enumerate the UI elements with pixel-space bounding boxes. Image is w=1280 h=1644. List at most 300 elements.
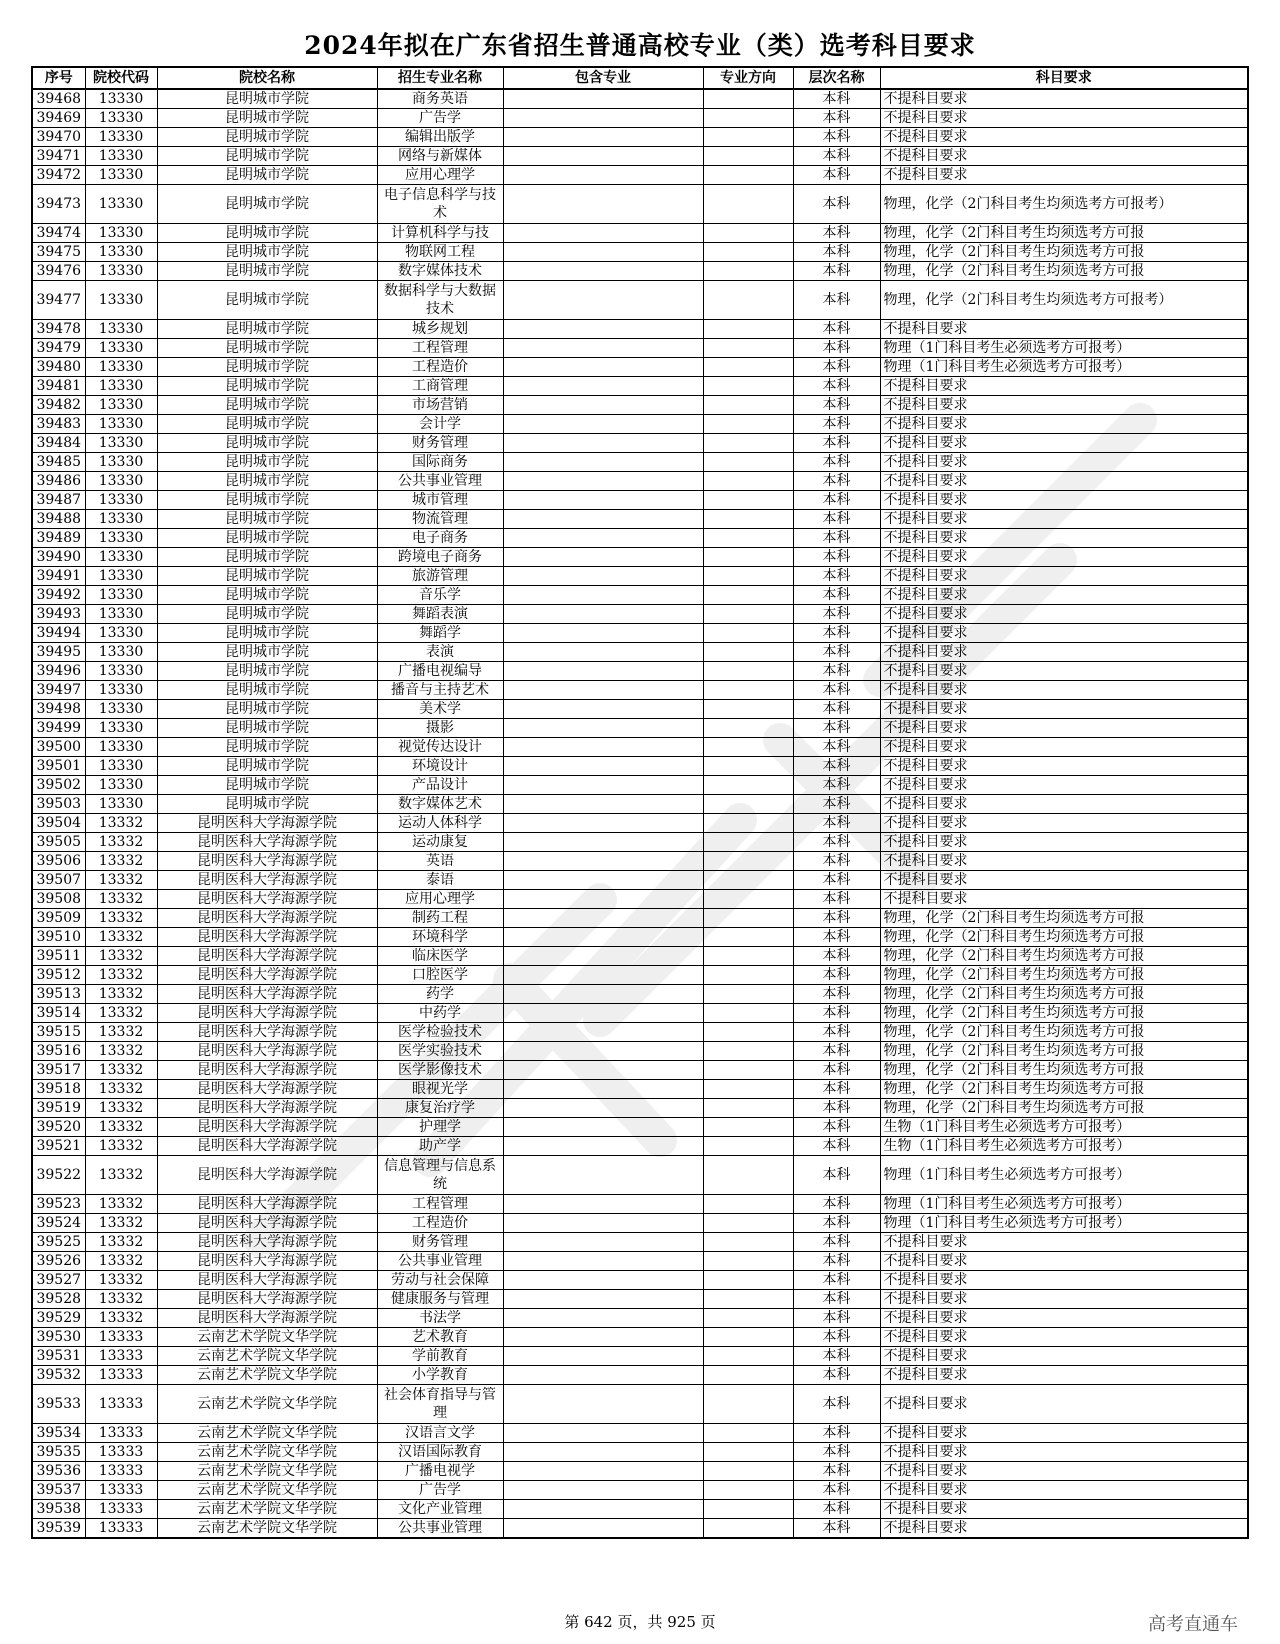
cell-subject-requirement: 不提科目要求 <box>880 166 1248 185</box>
cell-level: 本科 <box>793 472 880 491</box>
cell-level: 本科 <box>793 1271 880 1290</box>
cell-school-code: 13332 <box>85 1195 157 1214</box>
cell-major-direction <box>703 985 793 1004</box>
cell-included-majors <box>503 339 703 358</box>
cell-major-direction <box>703 128 793 147</box>
cell-seq: 39533 <box>32 1385 85 1424</box>
table-row <box>32 320 1248 339</box>
cell-included-majors <box>503 472 703 491</box>
cell-major-direction <box>703 1385 793 1424</box>
cell-major-direction <box>703 166 793 185</box>
cell-school-name: 昆明城市学院 <box>157 681 377 700</box>
cell-school-code: 13332 <box>85 1309 157 1328</box>
cell-school-name: 云南艺术学院文华学院 <box>157 1366 377 1385</box>
cell-major-name: 电子信息科学与技术 <box>377 185 503 224</box>
cell-major-name: 运动康复 <box>377 833 503 852</box>
cell-major-direction <box>703 415 793 434</box>
cell-subject-requirement: 不提科目要求 <box>880 586 1248 605</box>
cell-level: 本科 <box>793 681 880 700</box>
cell-school-code: 13330 <box>85 605 157 624</box>
page-number: 第 642 页，共 925 页 <box>564 1613 716 1631</box>
table-row <box>32 681 1248 700</box>
cell-seq: 39500 <box>32 738 85 757</box>
cell-included-majors <box>503 738 703 757</box>
cell-level: 本科 <box>793 947 880 966</box>
cell-school-name: 昆明城市学院 <box>157 757 377 776</box>
table-row <box>32 814 1248 833</box>
cell-school-code: 13330 <box>85 358 157 377</box>
table-row <box>32 586 1248 605</box>
cell-level: 本科 <box>793 491 880 510</box>
cell-included-majors <box>503 757 703 776</box>
cell-major-name: 网络与新媒体 <box>377 147 503 166</box>
cell-included-majors <box>503 434 703 453</box>
cell-included-majors <box>503 1252 703 1271</box>
cell-school-name: 昆明城市学院 <box>157 529 377 548</box>
header-included-majors: 包含专业 <box>503 67 703 89</box>
table-row <box>32 510 1248 529</box>
cell-school-code: 13333 <box>85 1385 157 1424</box>
cell-school-name: 昆明城市学院 <box>157 510 377 529</box>
cell-subject-requirement: 不提科目要求 <box>880 1424 1248 1443</box>
header-major-direction: 专业方向 <box>703 67 793 89</box>
cell-school-code: 13330 <box>85 700 157 719</box>
cell-school-code: 13332 <box>85 1271 157 1290</box>
cell-school-name: 昆明医科大学海源学院 <box>157 1156 377 1195</box>
cell-level: 本科 <box>793 89 880 109</box>
cell-school-name: 昆明城市学院 <box>157 262 377 281</box>
cell-major-name: 信息管理与信息系统 <box>377 1156 503 1195</box>
page-footer <box>0 1612 1280 1632</box>
cell-major-name: 数字媒体艺术 <box>377 795 503 814</box>
cell-level: 本科 <box>793 1366 880 1385</box>
cell-included-majors <box>503 491 703 510</box>
cell-seq: 39508 <box>32 890 85 909</box>
cell-major-name: 财务管理 <box>377 434 503 453</box>
cell-school-name: 昆明城市学院 <box>157 624 377 643</box>
cell-subject-requirement: 不提科目要求 <box>880 757 1248 776</box>
cell-subject-requirement: 不提科目要求 <box>880 396 1248 415</box>
cell-major-direction <box>703 1443 793 1462</box>
cell-seq: 39528 <box>32 1290 85 1309</box>
cell-subject-requirement: 不提科目要求 <box>880 377 1248 396</box>
header-school-name: 院校名称 <box>157 67 377 89</box>
cell-school-name: 昆明医科大学海源学院 <box>157 1290 377 1309</box>
table-body <box>32 89 1248 1538</box>
cell-included-majors <box>503 224 703 243</box>
cell-level: 本科 <box>793 966 880 985</box>
cell-included-majors <box>503 1366 703 1385</box>
cell-major-name: 健康服务与管理 <box>377 1290 503 1309</box>
cell-major-direction <box>703 396 793 415</box>
cell-subject-requirement: 不提科目要求 <box>880 681 1248 700</box>
cell-school-code: 13330 <box>85 89 157 109</box>
table-row <box>32 434 1248 453</box>
cell-school-code: 13330 <box>85 396 157 415</box>
cell-major-name: 医学检验技术 <box>377 1023 503 1042</box>
table-row <box>32 1195 1248 1214</box>
cell-school-name: 昆明医科大学海源学院 <box>157 1195 377 1214</box>
cell-level: 本科 <box>793 1233 880 1252</box>
cell-seq: 39479 <box>32 339 85 358</box>
cell-school-code: 13332 <box>85 947 157 966</box>
cell-included-majors <box>503 377 703 396</box>
table-row <box>32 1137 1248 1156</box>
cell-school-name: 昆明城市学院 <box>157 795 377 814</box>
cell-seq: 39527 <box>32 1271 85 1290</box>
cell-subject-requirement: 物理，化学（2门科目考生均须选考方可报 <box>880 928 1248 947</box>
cell-included-majors <box>503 1061 703 1080</box>
cell-seq: 39509 <box>32 909 85 928</box>
cell-subject-requirement: 物理，化学（2门科目考生均须选考方可报 <box>880 1099 1248 1118</box>
cell-level: 本科 <box>793 1195 880 1214</box>
cell-subject-requirement: 不提科目要求 <box>880 795 1248 814</box>
cell-seq: 39505 <box>32 833 85 852</box>
cell-level: 本科 <box>793 1347 880 1366</box>
cell-seq: 39524 <box>32 1214 85 1233</box>
cell-subject-requirement: 不提科目要求 <box>880 776 1248 795</box>
table-row <box>32 567 1248 586</box>
cell-level: 本科 <box>793 985 880 1004</box>
cell-level: 本科 <box>793 262 880 281</box>
cell-seq: 39517 <box>32 1061 85 1080</box>
cell-major-name: 药学 <box>377 985 503 1004</box>
cell-subject-requirement: 物理，化学（2门科目考生均须选考方可报 <box>880 1042 1248 1061</box>
cell-school-name: 昆明城市学院 <box>157 358 377 377</box>
cell-included-majors <box>503 719 703 738</box>
cell-major-direction <box>703 776 793 795</box>
cell-major-direction <box>703 947 793 966</box>
table-row <box>32 1061 1248 1080</box>
cell-school-code: 13330 <box>85 377 157 396</box>
cell-included-majors <box>503 1214 703 1233</box>
cell-included-majors <box>503 776 703 795</box>
cell-subject-requirement: 物理（1门科目考生必须选考方可报考） <box>880 358 1248 377</box>
cell-subject-requirement: 不提科目要求 <box>880 833 1248 852</box>
cell-school-name: 昆明医科大学海源学院 <box>157 966 377 985</box>
cell-school-code: 13332 <box>85 1290 157 1309</box>
table-row <box>32 795 1248 814</box>
cell-major-direction <box>703 510 793 529</box>
cell-major-direction <box>703 1195 793 1214</box>
cell-major-direction <box>703 358 793 377</box>
cell-subject-requirement: 物理，化学（2门科目考生均须选考方可报 <box>880 224 1248 243</box>
cell-school-name: 昆明城市学院 <box>157 548 377 567</box>
cell-major-direction <box>703 1500 793 1519</box>
cell-school-name: 昆明城市学院 <box>157 434 377 453</box>
cell-school-name: 昆明医科大学海源学院 <box>157 852 377 871</box>
cell-included-majors <box>503 243 703 262</box>
cell-school-name: 昆明医科大学海源学院 <box>157 1252 377 1271</box>
cell-major-name: 数字媒体技术 <box>377 262 503 281</box>
cell-major-direction <box>703 719 793 738</box>
cell-level: 本科 <box>793 434 880 453</box>
cell-included-majors <box>503 1347 703 1366</box>
cell-seq: 39532 <box>32 1366 85 1385</box>
cell-level: 本科 <box>793 1137 880 1156</box>
table-row <box>32 1004 1248 1023</box>
cell-school-code: 13333 <box>85 1328 157 1347</box>
cell-subject-requirement: 不提科目要求 <box>880 453 1248 472</box>
cell-major-name: 劳动与社会保障 <box>377 1271 503 1290</box>
cell-school-code: 13332 <box>85 966 157 985</box>
cell-school-name: 昆明城市学院 <box>157 185 377 224</box>
cell-major-direction <box>703 738 793 757</box>
cell-seq: 39510 <box>32 928 85 947</box>
cell-school-name: 昆明城市学院 <box>157 415 377 434</box>
cell-major-direction <box>703 377 793 396</box>
cell-subject-requirement: 不提科目要求 <box>880 415 1248 434</box>
cell-level: 本科 <box>793 1252 880 1271</box>
cell-seq: 39487 <box>32 491 85 510</box>
cell-major-direction <box>703 1099 793 1118</box>
cell-major-direction <box>703 1042 793 1061</box>
cell-major-name: 广告学 <box>377 1481 503 1500</box>
cell-school-code: 13332 <box>85 1061 157 1080</box>
cell-major-name: 音乐学 <box>377 586 503 605</box>
cell-included-majors <box>503 624 703 643</box>
cell-seq: 39477 <box>32 281 85 320</box>
cell-included-majors <box>503 415 703 434</box>
cell-school-name: 昆明医科大学海源学院 <box>157 1271 377 1290</box>
cell-major-name: 医学实验技术 <box>377 1042 503 1061</box>
cell-level: 本科 <box>793 776 880 795</box>
cell-school-code: 13330 <box>85 224 157 243</box>
cell-school-code: 13330 <box>85 415 157 434</box>
cell-level: 本科 <box>793 795 880 814</box>
cell-seq: 39493 <box>32 605 85 624</box>
cell-major-name: 计算机科学与技 <box>377 224 503 243</box>
cell-seq: 39476 <box>32 262 85 281</box>
cell-seq: 39506 <box>32 852 85 871</box>
cell-major-name: 物流管理 <box>377 510 503 529</box>
cell-school-code: 13332 <box>85 852 157 871</box>
header-subject-requirement: 科目要求 <box>880 67 1248 89</box>
cell-school-code: 13330 <box>85 662 157 681</box>
cell-subject-requirement: 不提科目要求 <box>880 1309 1248 1328</box>
cell-school-code: 13330 <box>85 491 157 510</box>
table-row <box>32 262 1248 281</box>
cell-school-name: 昆明医科大学海源学院 <box>157 947 377 966</box>
cell-school-name: 昆明医科大学海源学院 <box>157 890 377 909</box>
cell-level: 本科 <box>793 757 880 776</box>
cell-included-majors <box>503 358 703 377</box>
cell-included-majors <box>503 1424 703 1443</box>
cell-school-name: 昆明医科大学海源学院 <box>157 814 377 833</box>
cell-major-name: 物联网工程 <box>377 243 503 262</box>
cell-school-name: 昆明医科大学海源学院 <box>157 1137 377 1156</box>
cell-major-name: 护理学 <box>377 1118 503 1137</box>
cell-school-name: 昆明城市学院 <box>157 281 377 320</box>
cell-level: 本科 <box>793 1309 880 1328</box>
cell-major-name: 学前教育 <box>377 1347 503 1366</box>
cell-included-majors <box>503 605 703 624</box>
table-row <box>32 1271 1248 1290</box>
cell-school-code: 13330 <box>85 339 157 358</box>
cell-school-name: 昆明城市学院 <box>157 567 377 586</box>
cell-major-direction <box>703 472 793 491</box>
cell-major-direction <box>703 1290 793 1309</box>
cell-major-direction <box>703 1252 793 1271</box>
table-row <box>32 224 1248 243</box>
table-row <box>32 281 1248 320</box>
cell-major-direction <box>703 1309 793 1328</box>
cell-major-direction <box>703 548 793 567</box>
cell-included-majors <box>503 1385 703 1424</box>
cell-major-direction <box>703 1328 793 1347</box>
cell-subject-requirement: 物理（1门科目考生必须选考方可报考） <box>880 1156 1248 1195</box>
cell-school-code: 13332 <box>85 1080 157 1099</box>
table-row <box>32 1347 1248 1366</box>
cell-major-name: 城乡规划 <box>377 320 503 339</box>
cell-seq: 39522 <box>32 1156 85 1195</box>
table-row <box>32 1099 1248 1118</box>
cell-included-majors <box>503 89 703 109</box>
cell-school-name: 昆明城市学院 <box>157 396 377 415</box>
cell-major-name: 编辑出版学 <box>377 128 503 147</box>
table-row <box>32 662 1248 681</box>
cell-major-name: 工程造价 <box>377 1214 503 1233</box>
cell-school-name: 云南艺术学院文华学院 <box>157 1443 377 1462</box>
cell-included-majors <box>503 928 703 947</box>
page-title: 2024年拟在广东省招生普通高校专业（类）选考科目要求 <box>304 31 976 60</box>
cell-major-direction <box>703 1233 793 1252</box>
cell-school-name: 昆明城市学院 <box>157 719 377 738</box>
cell-seq: 39538 <box>32 1500 85 1519</box>
cell-school-name: 云南艺术学院文华学院 <box>157 1328 377 1347</box>
cell-major-direction <box>703 491 793 510</box>
cell-level: 本科 <box>793 396 880 415</box>
cell-subject-requirement: 不提科目要求 <box>880 1519 1248 1539</box>
cell-major-name: 应用心理学 <box>377 890 503 909</box>
cell-major-direction <box>703 453 793 472</box>
cell-subject-requirement: 不提科目要求 <box>880 491 1248 510</box>
cell-major-direction <box>703 833 793 852</box>
cell-seq: 39480 <box>32 358 85 377</box>
cell-seq: 39489 <box>32 529 85 548</box>
table-row <box>32 529 1248 548</box>
cell-level: 本科 <box>793 833 880 852</box>
cell-subject-requirement: 不提科目要求 <box>880 1481 1248 1500</box>
cell-school-name: 昆明城市学院 <box>157 472 377 491</box>
cell-major-name: 书法学 <box>377 1309 503 1328</box>
cell-school-code: 13330 <box>85 166 157 185</box>
cell-level: 本科 <box>793 643 880 662</box>
cell-school-name: 昆明城市学院 <box>157 243 377 262</box>
cell-included-majors <box>503 909 703 928</box>
cell-major-direction <box>703 339 793 358</box>
header-level: 层次名称 <box>793 67 880 89</box>
cell-seq: 39525 <box>32 1233 85 1252</box>
cell-level: 本科 <box>793 281 880 320</box>
table-row <box>32 757 1248 776</box>
table-row <box>32 719 1248 738</box>
table-row <box>32 624 1248 643</box>
cell-major-direction <box>703 757 793 776</box>
cell-subject-requirement: 不提科目要求 <box>880 434 1248 453</box>
table-row <box>32 89 1248 109</box>
cell-level: 本科 <box>793 185 880 224</box>
cell-included-majors <box>503 147 703 166</box>
cell-major-name: 助产学 <box>377 1137 503 1156</box>
cell-included-majors <box>503 947 703 966</box>
cell-school-code: 13333 <box>85 1366 157 1385</box>
cell-major-direction <box>703 1271 793 1290</box>
cell-seq: 39481 <box>32 377 85 396</box>
cell-major-direction <box>703 185 793 224</box>
cell-subject-requirement: 物理，化学（2门科目考生均须选考方可报考） <box>880 185 1248 224</box>
cell-seq: 39484 <box>32 434 85 453</box>
header-major-name: 招生专业名称 <box>377 67 503 89</box>
cell-major-direction <box>703 814 793 833</box>
cell-school-code: 13330 <box>85 757 157 776</box>
cell-school-code: 13330 <box>85 185 157 224</box>
cell-subject-requirement: 不提科目要求 <box>880 662 1248 681</box>
cell-level: 本科 <box>793 1290 880 1309</box>
header-seq: 序号 <box>32 67 85 89</box>
cell-major-direction <box>703 1156 793 1195</box>
cell-major-direction <box>703 1519 793 1539</box>
cell-major-name: 医学影像技术 <box>377 1061 503 1080</box>
cell-school-name: 昆明城市学院 <box>157 128 377 147</box>
cell-school-name: 云南艺术学院文华学院 <box>157 1347 377 1366</box>
cell-seq: 39483 <box>32 415 85 434</box>
cell-subject-requirement: 生物（1门科目考生必须选考方可报考） <box>880 1118 1248 1137</box>
cell-level: 本科 <box>793 1385 880 1424</box>
cell-school-name: 昆明医科大学海源学院 <box>157 985 377 1004</box>
cell-seq: 39485 <box>32 453 85 472</box>
table-row <box>32 1385 1248 1424</box>
cell-subject-requirement: 物理，化学（2门科目考生均须选考方可报 <box>880 243 1248 262</box>
cell-level: 本科 <box>793 1443 880 1462</box>
table-row <box>32 643 1248 662</box>
cell-school-name: 昆明城市学院 <box>157 339 377 358</box>
cell-seq: 39501 <box>32 757 85 776</box>
cell-subject-requirement: 不提科目要求 <box>880 890 1248 909</box>
cell-seq: 39515 <box>32 1023 85 1042</box>
cell-level: 本科 <box>793 586 880 605</box>
table-row <box>32 185 1248 224</box>
cell-level: 本科 <box>793 1424 880 1443</box>
cell-school-code: 13332 <box>85 1137 157 1156</box>
cell-included-majors <box>503 396 703 415</box>
cell-school-code: 13330 <box>85 548 157 567</box>
cell-subject-requirement: 不提科目要求 <box>880 1366 1248 1385</box>
cell-subject-requirement: 不提科目要求 <box>880 1443 1248 1462</box>
cell-major-name: 商务英语 <box>377 89 503 109</box>
cell-school-name: 昆明城市学院 <box>157 643 377 662</box>
cell-school-code: 13330 <box>85 472 157 491</box>
cell-major-name: 运动人体科学 <box>377 814 503 833</box>
table-row <box>32 1233 1248 1252</box>
cell-subject-requirement: 不提科目要求 <box>880 1500 1248 1519</box>
cell-major-name: 汉语言文学 <box>377 1424 503 1443</box>
cell-major-direction <box>703 871 793 890</box>
table-row <box>32 1500 1248 1519</box>
cell-subject-requirement: 不提科目要求 <box>880 852 1248 871</box>
cell-seq: 39492 <box>32 586 85 605</box>
cell-subject-requirement: 不提科目要求 <box>880 719 1248 738</box>
table-row <box>32 1252 1248 1271</box>
cell-major-name: 社会体育指导与管理 <box>377 1385 503 1424</box>
cell-major-name: 会计学 <box>377 415 503 434</box>
cell-seq: 39534 <box>32 1424 85 1443</box>
cell-major-direction <box>703 624 793 643</box>
cell-major-direction <box>703 281 793 320</box>
cell-school-name: 昆明医科大学海源学院 <box>157 1099 377 1118</box>
cell-school-name: 昆明城市学院 <box>157 586 377 605</box>
cell-major-direction <box>703 1080 793 1099</box>
